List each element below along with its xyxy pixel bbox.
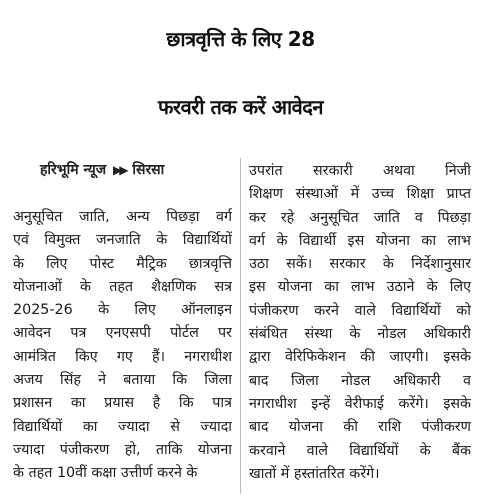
article-text-line: संबंधित संस्था के नोडल अधिकारी	[249, 326, 471, 343]
article-text-line: के तहत 10वीं कक्षा उत्तीर्ण करने के	[13, 465, 198, 482]
article-text-line: के लिए पोस्ट मैट्रिक छात्रवृत्ति	[13, 255, 232, 272]
byline-source: हरिभूमि न्यूज	[40, 162, 107, 178]
article-text-line: ज्यादा पंजीकरण हो, ताकि योजना	[13, 441, 232, 458]
article-text-line: कर रहे अनुसूचित जाति व पिछड़ा	[249, 209, 471, 226]
byline-city: सिरसा	[132, 162, 165, 178]
article-text-line: बाद जिला नोडल अधिकारी व	[249, 372, 471, 389]
article-text-line: अनुसूचित जाति, अन्य पिछड़ा वर्ग	[13, 209, 232, 225]
byline-arrows-icon: ▶▶	[113, 163, 126, 177]
byline	[40, 160, 164, 179]
article-text-line: नगराधीश इन्हें वेरीफाई करेंगे। इसके	[249, 395, 471, 412]
article-text-line: इस योजना का लाभ उठाने के लिए	[249, 279, 471, 296]
article-text-line: बाद योजना की राशि पंजीकरण	[249, 419, 471, 436]
headline-line-2: फरवरी तक करें आवेदन	[157, 95, 324, 119]
article-text-line: अजय सिंह ने बताया कि जिला	[13, 372, 232, 389]
article-text-line: उठा सकें। सरकार के निर्देशानुसार	[249, 256, 471, 273]
article-text-line: वर्ग के विद्यार्थी इस योजना का लाभ	[249, 232, 471, 249]
headline-line-1: छात्रवृत्ति के लिए 28	[166, 27, 315, 51]
article-text-line: उपरांत सरकारी अथवा निजी	[249, 163, 471, 179]
article-text-line: आमंत्रित किए गए हैं। नगराधीश	[13, 348, 232, 365]
article-text-line: योजनाओं के तहत शैक्षणिक सत्र	[13, 278, 232, 295]
article-text-line: आवेदन पत्र एनएसपी पोर्टल पर	[13, 325, 232, 342]
article-right-column	[249, 160, 471, 486]
article-text-line: खातों में हस्तांतरित करेंगे।	[249, 465, 380, 482]
article-text-line: प्रशासन का प्रयास है कि पात्र	[13, 395, 232, 412]
article-text-line: 2025-26 के लिए ऑनलाइन	[13, 302, 232, 319]
article-left-column	[13, 206, 232, 486]
article-text-line: विद्यार्थियों का ज्यादा से ज्यादा	[13, 418, 232, 435]
article-text-line: करवाने वाले विद्यार्थियों के बैंक	[249, 442, 471, 459]
article-text-line: पंजीकरण करने वाले विद्यार्थियों को	[249, 302, 471, 319]
article-text-line: शिक्षण संस्थाओं में उच्च शिक्षा प्राप्त	[249, 186, 471, 203]
article-text-line: एवं विमुक्त जनजाति के विद्यार्थियों	[13, 232, 232, 249]
article-text-line: द्वारा वेरिफिकेशन की जाएगी। इसके	[249, 349, 471, 366]
column-divider	[240, 158, 241, 494]
